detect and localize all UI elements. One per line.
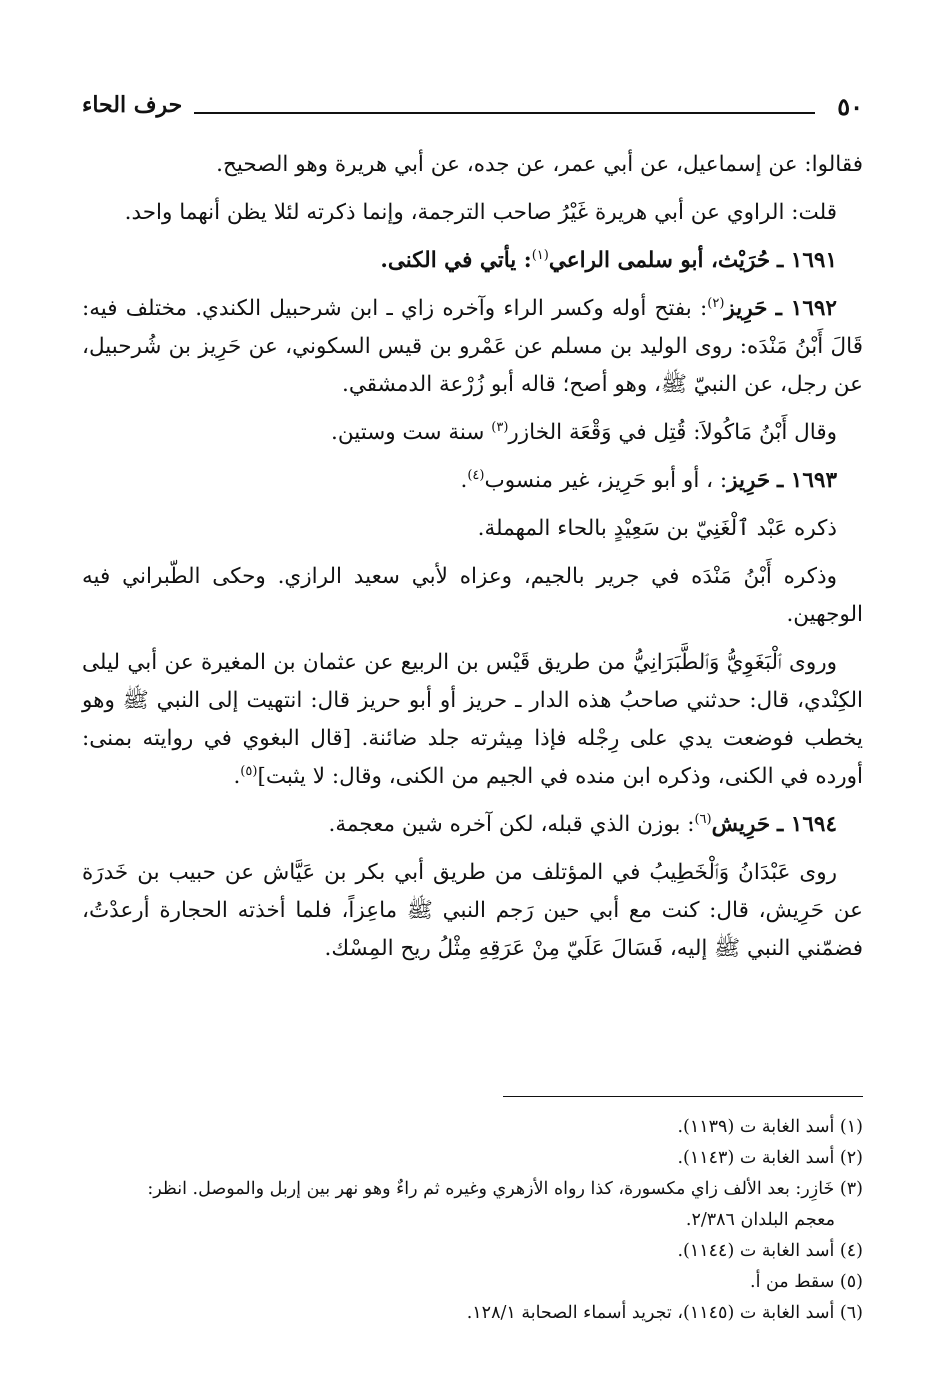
paragraph [82, 854, 863, 968]
footnote-ref: (٦) [694, 811, 712, 827]
footnote: (٢) أسد الغابة ت (١١٤٣). [677, 1148, 863, 1168]
main-text [82, 146, 863, 978]
footnote-ref: (٢) [707, 295, 725, 311]
entry-text: : بوزن الذي قبله، لكن آخره شين معجمة. [328, 812, 695, 837]
footnote-separator [503, 1096, 863, 1097]
footnote-ref: (٣) [491, 419, 509, 435]
footnotes [82, 1112, 863, 1329]
footnote: (٣) خَازِر: بعد الألف زاي مكسورة، كذا رواه الأزهري وغيره ثم راءٌ وهو نهر بين إربل والموصل. انظر: [147, 1179, 863, 1199]
entry-number: ١٦٩٣ ـ [777, 468, 837, 493]
entry-number: ١٦٩١ ـ [777, 248, 837, 273]
entry-number: ١٦٩٢ ـ [775, 296, 837, 321]
entry-1694 [82, 806, 863, 844]
entry-text: . [460, 468, 468, 493]
paragraph-text: فقالوا: عن إسماعيل، عن أبي عمر، عن جده، عن أبي هريرة وهو الصحيح. [216, 152, 863, 177]
footnote: (٦) أسد الغابة ت (١١٤٥)، تجريد أسماء الصحابة ١٢٨/١. [466, 1303, 863, 1323]
footnote: (١) أسد الغابة ت (١١٣٩). [677, 1117, 863, 1137]
paragraph [82, 146, 863, 184]
paragraph-text: . [233, 764, 241, 789]
footnote-continuation: معجم البلدان ٢/٣٨٦. [685, 1210, 835, 1230]
paragraph-text: سنة ست وستين. [331, 420, 492, 445]
entry-1691 [82, 242, 863, 280]
footnote-ref: (٥) [240, 763, 258, 779]
entry-number: ١٦٩٤ ـ [777, 812, 837, 837]
entry-text: : يأتي في الكنى. [380, 248, 532, 273]
paragraph-text: قلت: الراوي عن أبي هريرة غَيْرُ صاحب الترجمة، وإنما ذكرته لئلا يظن أنهما واحد. [124, 200, 837, 225]
paragraph [82, 558, 863, 634]
entry-title: حَرِيز [727, 468, 771, 493]
running-title: حرف الحاء [82, 92, 183, 118]
paragraph-text: ذكره عَبْد ٱلْغَنِيّ بن سَعِيْدٍ بالحاء المهملة. [477, 516, 837, 541]
footnote-ref: (٤) [467, 467, 485, 483]
paragraph [82, 510, 863, 548]
footnote-ref: (١) [531, 247, 549, 263]
entry-text: : ، أو أبو حَرِيز، غير منسوب [484, 468, 728, 493]
paragraph-text: وروى ٱلْبَغَوِيُّ وَٱلطَّبَرَانِيُّ من طريق قَيْس بن الربيع عن عثمان بن المغيرة عن أبي ليلى الكِنْدي، قال: حدثني صاحبُ هذه الدار ـ حريز أو أبو حريز قال: انتهيت إلى النبي ﷺ وهو يخطب فوضعت يدي على رِجْله فإذا مِيثرته جلد ضائنة. [قال البغوي في روايته بمنى: أورده في الكنى، وذكره ابن منده في الجيم من الكنى، وقال: لا يثبت] [82, 650, 863, 789]
footnote: (٥) سقط من أ. [750, 1272, 863, 1292]
entry-1693 [82, 462, 863, 500]
page-number: ٥٠ [837, 92, 863, 121]
page-header [82, 88, 863, 128]
header-rule [194, 112, 815, 114]
paragraph-text: وقال أَبْنُ مَاكُولاَ: قُتِل في وَقْعَة الخازر [508, 420, 837, 445]
entry-title: حَرِيز [724, 296, 768, 321]
entry-1692 [82, 290, 863, 404]
entry-text: : بفتح أوله وكسر الراء وآخره زاي ـ ابن شرحبيل الكندي. مختلف فيه: قَالَ أَبْنُ مَنْدَه: روى الوليد بن مسلم عن عَمْرو بن قيس السكوني، عن حَرِيز بن شُرحبيل، عن رجل، عن النبيّ ﷺ، وهو أصح؛ قاله أبو زُرْعة الدمشقي. [82, 296, 863, 397]
paragraph [82, 414, 863, 452]
entry-title: حُرَيْث، أبو سلمى الراعي [548, 248, 771, 273]
paragraph-text: روى عَبْدَانُ وَٱلْخَطِيبُ في المؤتلف من طريق أبي بكر بن عَيَّاش عن حبيب بن خَدرَة عن حَرِيش، قال: كنت مع أبي حين رَجم النبي ﷺ ماعِزاً، فلما أخذته الحجارة أرعدْتُ، فضمّني النبي ﷺ إليه، فَسَالَ عَلَيّ مِنْ عَرَقِهِ مِثْلُ ريح المِسْك. [82, 860, 863, 961]
paragraph-text: وذكره أَبْنُ مَنْدَه في جرير بالجيم، وعزاه لأبي سعيد الرازي. وحكى الطّبراني فيه الوجهين. [82, 564, 863, 627]
entry-title: حَرِيش [711, 812, 771, 837]
footnote: (٤) أسد الغابة ت (١١٤٤). [677, 1241, 863, 1261]
paragraph [82, 644, 863, 796]
paragraph [82, 194, 863, 232]
